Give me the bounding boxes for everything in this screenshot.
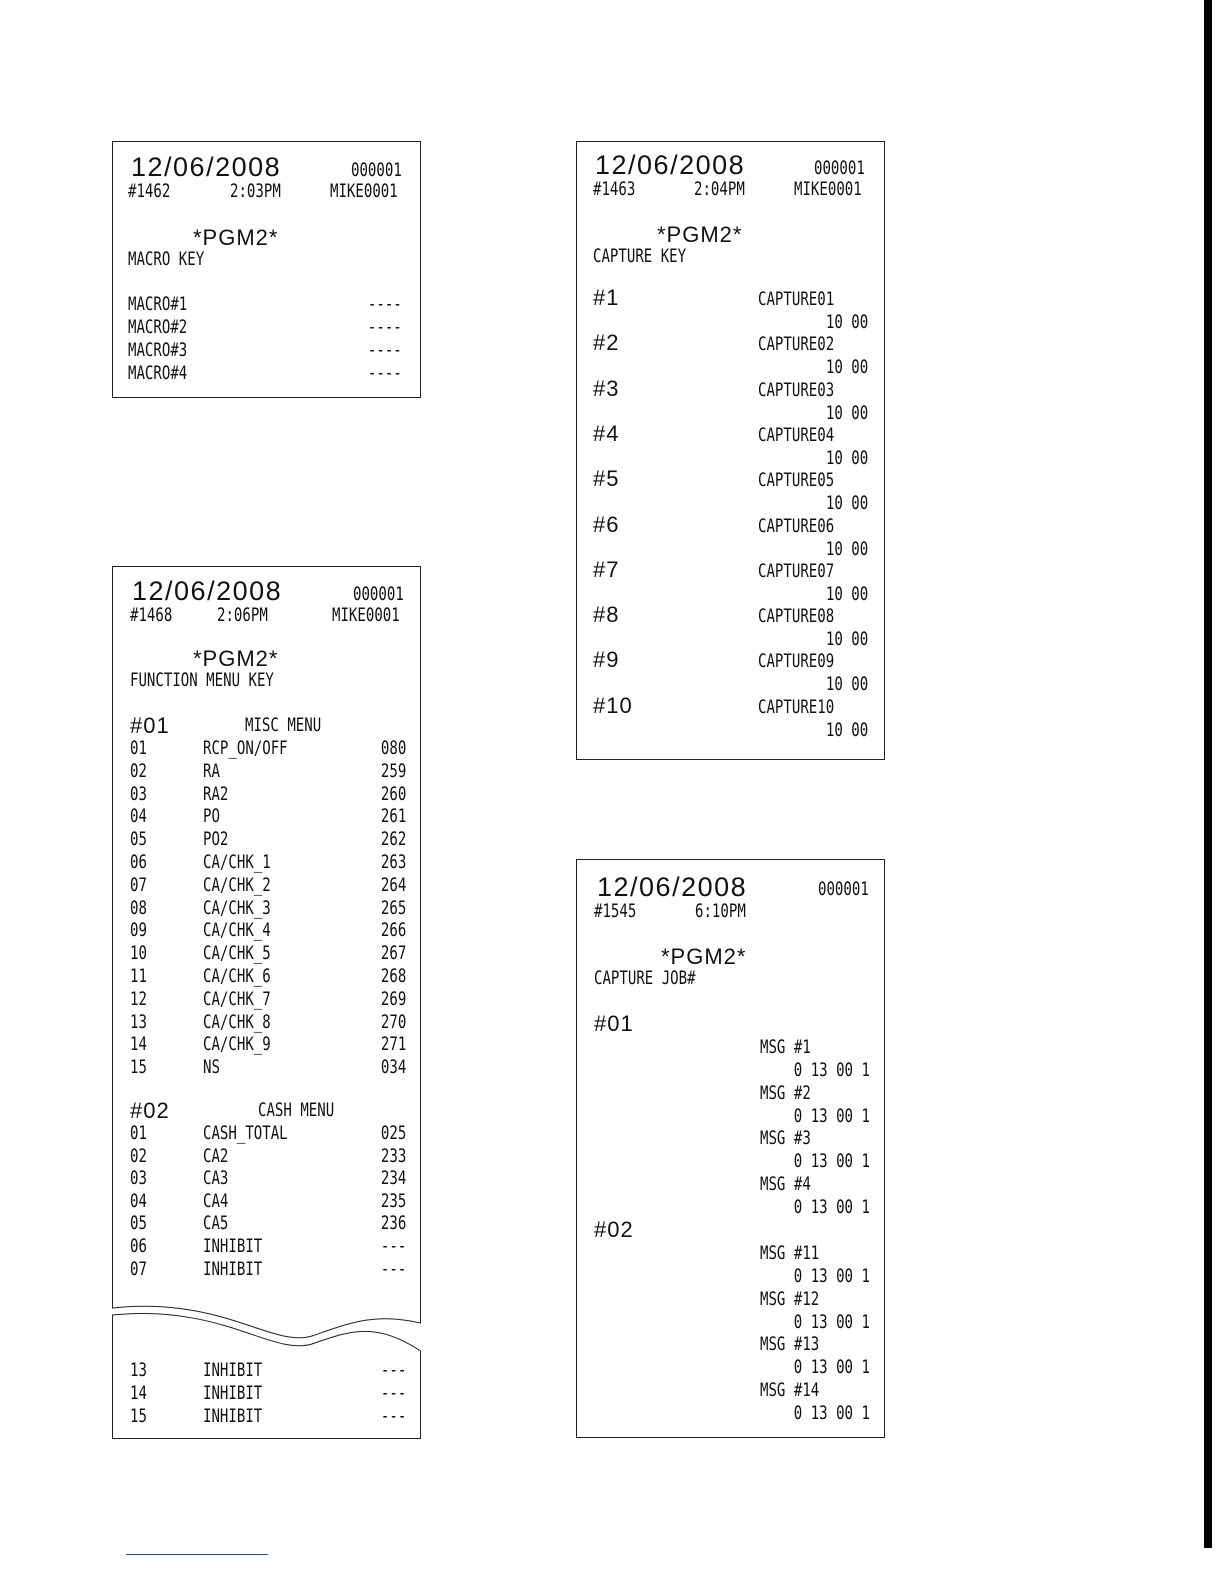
- capture-name: CAPTURE08: [758, 605, 835, 628]
- capture-index: #9: [593, 647, 620, 673]
- menu-row-code: 233: [380, 1144, 406, 1167]
- macro-label: MACRO#1: [128, 293, 188, 315]
- menu-row-function: CA4: [203, 1189, 229, 1212]
- receipt-macro-key: [112, 141, 421, 398]
- menu-row-code: ---: [380, 1382, 406, 1404]
- menu-row-code: 234: [380, 1167, 406, 1190]
- menu-row-number: 13: [130, 1010, 147, 1033]
- macro-label: MACRO#2: [128, 316, 188, 338]
- msg-name: MSG #2: [760, 1081, 811, 1104]
- menu-row-number: 14: [130, 1033, 147, 1056]
- capture-index: #3: [593, 375, 620, 401]
- menu-row-number: 13: [130, 1359, 147, 1381]
- msg-value: 0 13 00 1: [793, 1310, 870, 1333]
- menu-row-code: 259: [380, 759, 406, 782]
- capture-value: 10 00: [825, 356, 868, 379]
- capture-name: CAPTURE02: [758, 333, 835, 356]
- menu-row-code: 260: [380, 782, 406, 805]
- menu-row-code: 080: [380, 737, 406, 759]
- receipt-time: 2:04PM: [694, 178, 745, 200]
- menu-row-function: CA5: [203, 1212, 229, 1235]
- menu-row-function: CA/CHK_7: [203, 987, 271, 1010]
- menu-row-code: 269: [380, 987, 406, 1010]
- menu-row-code: 034: [380, 1056, 406, 1079]
- capture-value: 10 00: [825, 718, 868, 741]
- menu-row-function: CA/CHK_9: [203, 1033, 271, 1056]
- receipt-capture-job: [576, 859, 885, 1438]
- menu-row-function: PO2: [203, 828, 229, 851]
- capture-index: #2: [593, 330, 620, 356]
- menu-row-number: 06: [130, 1235, 147, 1257]
- msg-value: 0 13 00 1: [793, 1356, 870, 1378]
- capture-name: CAPTURE01: [758, 288, 835, 310]
- capture-value: 10 00: [825, 537, 868, 560]
- menu-row-number: 11: [130, 965, 147, 987]
- report-title: CAPTURE JOB#: [594, 967, 696, 989]
- receipt-date: 12/06/2008: [597, 872, 748, 902]
- menu-row-function: PO: [203, 805, 220, 828]
- menu-row-code: 268: [380, 965, 406, 987]
- receipt-number: 000001: [351, 159, 402, 181]
- receipt-time: 2:06PM: [217, 604, 268, 626]
- menu-row-number: 15: [130, 1405, 147, 1427]
- menu-name: MISC MENU: [245, 714, 322, 736]
- receipt-capture-key: [576, 141, 885, 760]
- menu-row-function: CA/CHK_3: [203, 896, 271, 919]
- menu-row-function: CA/CHK_6: [203, 965, 271, 987]
- menu-row-number: 09: [130, 919, 147, 942]
- menu-row-number: 04: [130, 805, 147, 828]
- capture-value: 10 00: [825, 492, 868, 515]
- clerk-name: MIKE0001: [794, 178, 862, 200]
- capture-value: 10 00: [825, 628, 868, 651]
- consecutive-number: #1545: [594, 900, 637, 922]
- report-title: MACRO KEY: [128, 248, 205, 270]
- menu-row-code: 270: [380, 1010, 406, 1033]
- macro-value: ----: [368, 362, 402, 384]
- macro-value: ----: [368, 316, 402, 338]
- menu-row-code: 236: [380, 1212, 406, 1235]
- menu-row-function: RA2: [203, 782, 229, 805]
- receipt-date: 12/06/2008: [131, 152, 282, 182]
- menu-row-number: 03: [130, 1167, 147, 1190]
- menu-row-code: 271: [380, 1033, 406, 1056]
- menu-row-number: 08: [130, 896, 147, 919]
- menu-row-number: 07: [130, 873, 147, 896]
- capture-index: #5: [593, 466, 620, 492]
- menu-row-code: 265: [380, 896, 406, 919]
- menu-row-number: 01: [130, 737, 147, 759]
- report-title: FUNCTION MENU KEY: [130, 669, 274, 691]
- menu-row-function: INHIBIT: [203, 1235, 263, 1257]
- menu-row-code: 025: [380, 1122, 406, 1144]
- capture-name: CAPTURE07: [758, 559, 835, 582]
- msg-value: 0 13 00 1: [793, 1150, 870, 1172]
- mode-label: *PGM2*: [193, 646, 279, 671]
- menu-row-function: CA/CHK_1: [203, 851, 271, 873]
- menu-row-function: RCP_ON/OFF: [203, 737, 288, 759]
- capture-index: #1: [593, 285, 620, 310]
- menu-row-code: ---: [380, 1235, 406, 1257]
- menu-row-number: 10: [130, 942, 147, 965]
- menu-row-code: 235: [380, 1189, 406, 1212]
- capture-name: CAPTURE06: [758, 514, 835, 537]
- menu-row-number: 07: [130, 1257, 147, 1280]
- menu-row-code: 262: [380, 828, 406, 851]
- receipt-time: 2:03PM: [230, 180, 281, 202]
- consecutive-number: #1463: [593, 178, 636, 200]
- menu-row-code: 266: [380, 919, 406, 942]
- menu-number: #01: [130, 713, 170, 738]
- menu-row-function: CA/CHK_5: [203, 942, 271, 965]
- capture-name: CAPTURE04: [758, 423, 835, 446]
- consecutive-number: #1462: [128, 180, 171, 202]
- job-group-number: #02: [594, 1217, 634, 1242]
- menu-row-number: 05: [130, 828, 147, 851]
- menu-row-code: ---: [380, 1257, 406, 1280]
- menu-row-code: 267: [380, 942, 406, 965]
- report-title: CAPTURE KEY: [593, 245, 687, 267]
- menu-row-number: 05: [130, 1212, 147, 1235]
- msg-value: 0 13 00 1: [793, 1265, 870, 1287]
- capture-name: CAPTURE05: [758, 469, 835, 492]
- receipt-function-menu: [112, 566, 421, 1439]
- menu-row-function: INHIBIT: [203, 1257, 263, 1280]
- menu-row-number: 03: [130, 782, 147, 805]
- msg-value: 0 13 00 1: [793, 1401, 870, 1424]
- capture-value: 10 00: [825, 582, 868, 605]
- msg-name: MSG #14: [760, 1378, 820, 1401]
- menu-row-number: 02: [130, 1144, 147, 1167]
- msg-name: MSG #1: [760, 1036, 811, 1058]
- receipt-number: 000001: [818, 878, 869, 900]
- capture-name: CAPTURE10: [758, 695, 835, 718]
- clerk-name: MIKE0001: [332, 604, 400, 626]
- menu-row-number: 14: [130, 1382, 147, 1404]
- macro-label: MACRO#4: [128, 362, 188, 384]
- menu-row-number: 06: [130, 851, 147, 873]
- msg-value: 0 13 00 1: [793, 1195, 870, 1218]
- capture-index: #7: [593, 556, 620, 582]
- menu-row-function: RA: [203, 759, 220, 782]
- menu-row-function: NS: [203, 1056, 220, 1079]
- macro-value: ----: [368, 339, 402, 361]
- capture-value: 10 00: [825, 673, 868, 696]
- capture-value: 10 00: [825, 401, 868, 424]
- capture-index: #10: [593, 692, 633, 718]
- capture-name: CAPTURE09: [758, 650, 835, 673]
- mode-label: *PGM2*: [193, 225, 279, 250]
- menu-row-number: 01: [130, 1122, 147, 1144]
- menu-row-function: CA2: [203, 1144, 229, 1167]
- menu-row-function: CA/CHK_2: [203, 873, 271, 896]
- capture-name: CAPTURE03: [758, 378, 835, 401]
- capture-index: #6: [593, 511, 620, 537]
- msg-name: MSG #12: [760, 1287, 820, 1310]
- msg-value: 0 13 00 1: [793, 1104, 870, 1127]
- menu-row-number: 12: [130, 987, 147, 1010]
- page-edge-bar: [1204, 0, 1212, 1548]
- footnote-rule: [126, 1554, 268, 1555]
- menu-name: CASH MENU: [258, 1099, 335, 1121]
- receipt-date: 12/06/2008: [595, 150, 746, 180]
- macro-label: MACRO#3: [128, 339, 188, 361]
- macro-value: ----: [368, 293, 402, 315]
- msg-name: MSG #11: [760, 1242, 820, 1264]
- receipt-number: 000001: [814, 157, 865, 179]
- menu-row-code: 264: [380, 873, 406, 896]
- menu-row-code: 263: [380, 851, 406, 873]
- msg-name: MSG #3: [760, 1127, 811, 1149]
- menu-row-function: CA3: [203, 1167, 229, 1190]
- capture-value: 10 00: [825, 446, 868, 469]
- mode-label: *PGM2*: [661, 944, 747, 969]
- menu-row-function: INHIBIT: [203, 1382, 263, 1404]
- menu-row-number: 02: [130, 759, 147, 782]
- clerk-name: MIKE0001: [330, 180, 398, 202]
- menu-row-function: INHIBIT: [203, 1359, 263, 1381]
- msg-value: 0 13 00 1: [793, 1059, 870, 1081]
- msg-name: MSG #13: [760, 1333, 820, 1355]
- menu-row-code: ---: [380, 1405, 406, 1427]
- menu-row-function: CASH_TOTAL: [203, 1122, 288, 1144]
- mode-label: *PGM2*: [657, 222, 743, 247]
- job-group-number: #01: [594, 1011, 634, 1036]
- capture-index: #8: [593, 602, 620, 628]
- menu-row-function: CA/CHK_8: [203, 1010, 271, 1033]
- receipt-time: 6:10PM: [695, 900, 746, 922]
- consecutive-number: #1468: [130, 604, 173, 626]
- capture-index: #4: [593, 420, 620, 446]
- menu-row-number: 15: [130, 1056, 147, 1079]
- capture-value: 10 00: [825, 311, 868, 333]
- menu-row-number: 04: [130, 1189, 147, 1212]
- menu-row-code: 261: [380, 805, 406, 828]
- msg-name: MSG #4: [760, 1172, 811, 1195]
- receipt-number: 000001: [353, 583, 404, 605]
- menu-number: #02: [130, 1098, 170, 1123]
- menu-row-code: ---: [380, 1359, 406, 1381]
- menu-row-function: INHIBIT: [203, 1405, 263, 1427]
- menu-row-function: CA/CHK_4: [203, 919, 271, 942]
- receipt-date: 12/06/2008: [132, 576, 283, 606]
